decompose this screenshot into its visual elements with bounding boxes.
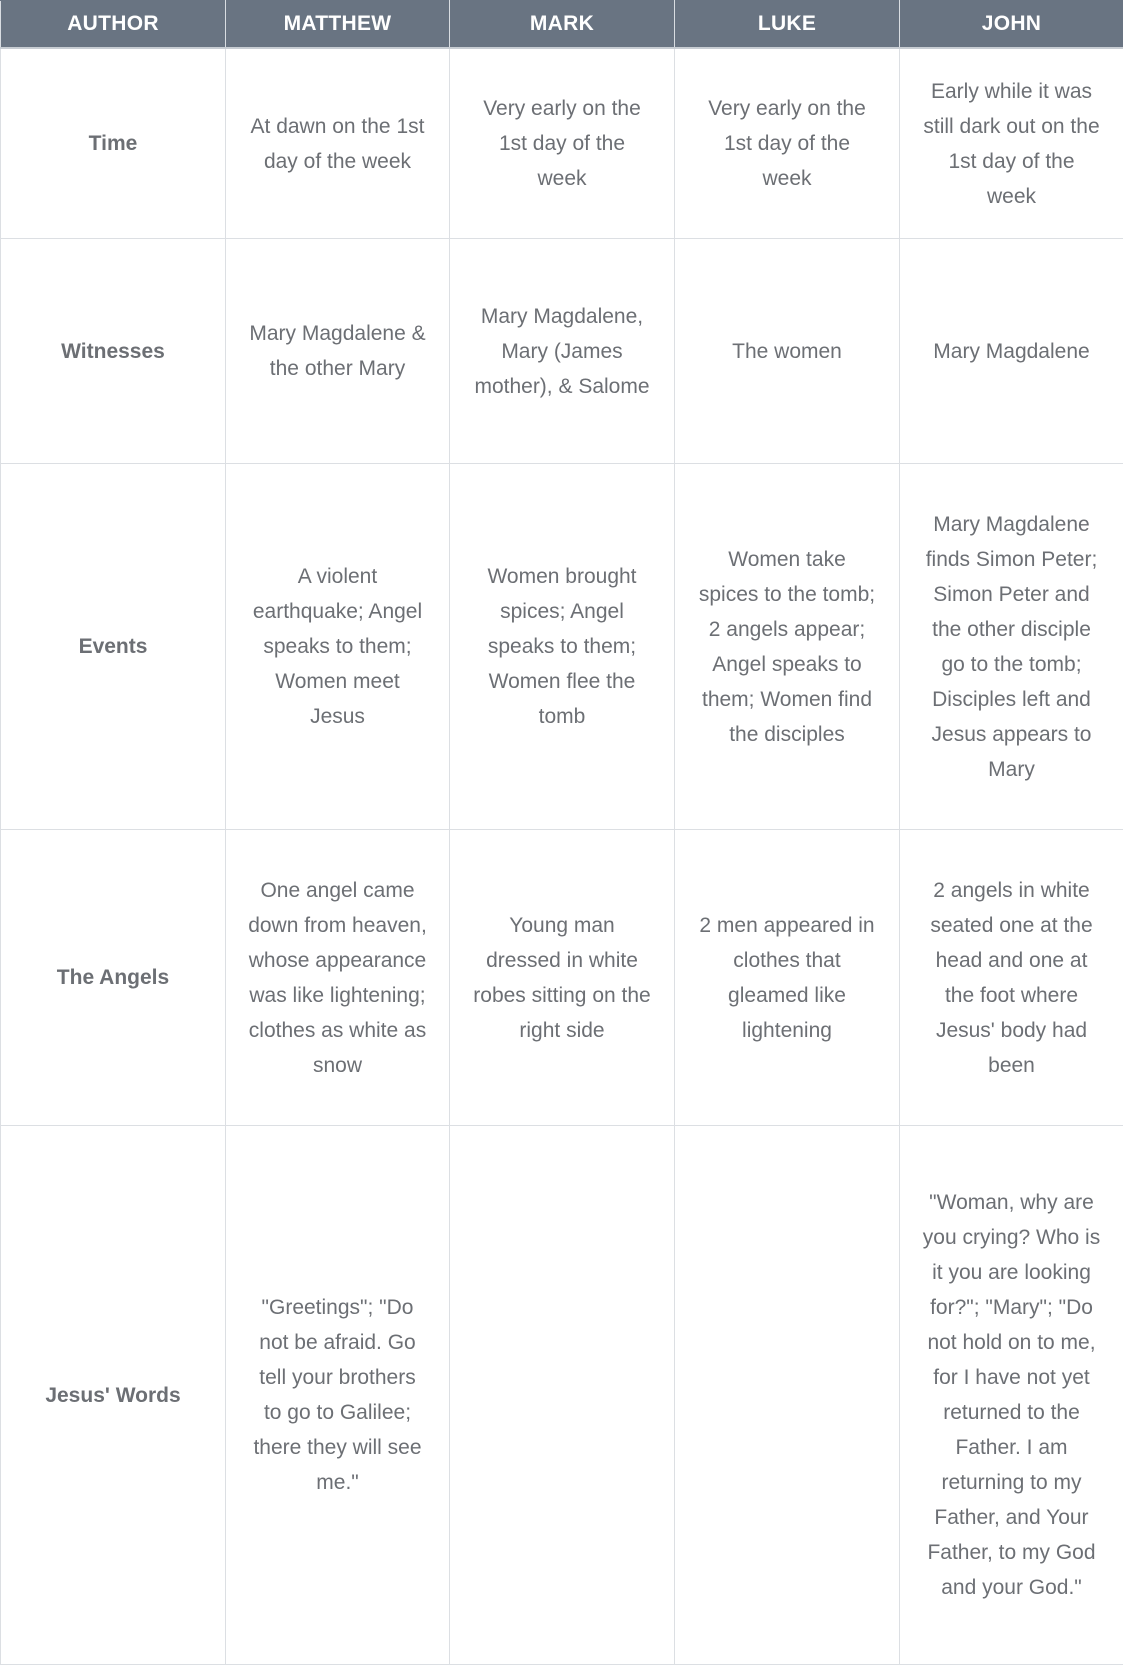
cell-luke-jesus-words <box>675 1126 900 1665</box>
cell-luke-witnesses: The women <box>675 239 900 464</box>
header-row <box>1 1 1123 49</box>
header-author: AUTHOR <box>1 1 226 49</box>
cell-luke-events: Women take spices to the tomb; 2 angels appear; Angel speaks to them; Women find the disciples <box>675 464 900 830</box>
row-label-witnesses: Witnesses <box>1 239 226 464</box>
header-matthew: MATTHEW <box>226 1 450 49</box>
header-mark: MARK <box>450 1 675 49</box>
cell-john-angels: 2 angels in white seated one at the head and one at the foot where Jesus' body had been <box>900 830 1123 1126</box>
cell-mark-time: Very early on the 1st day of the week <box>450 48 675 239</box>
cell-matthew-angels: One angel came down from heaven, whose appearance was like lightening; clothes as white as snow <box>226 830 450 1126</box>
cell-mark-angels: Young man dressed in white robes sitting on the right side <box>450 830 675 1126</box>
cell-luke-angels: 2 men appeared in clothes that gleamed like lightening <box>675 830 900 1126</box>
row-label-jesus-words: Jesus' Words <box>1 1126 226 1665</box>
cell-matthew-time: At dawn on the 1st day of the week <box>226 48 450 239</box>
cell-mark-events: Women brought spices; Angel speaks to them; Women flee the tomb <box>450 464 675 830</box>
table-header <box>1 1 1123 49</box>
cell-john-events: Mary Magdalene finds Simon Peter; Simon Peter and the other disciple go to the tomb; Disciples left and Jesus appears to Mary <box>900 464 1123 830</box>
header-john: JOHN <box>900 1 1123 49</box>
cell-john-jesus-words: "Woman, why are you crying? Who is it you are looking for?"; "Mary"; "Do not hold on to me, for I have not yet returned to the Father. I am returning to my Father, and Your Father, to my God and your God." <box>900 1126 1123 1665</box>
cell-john-time: Early while it was still dark out on the 1st day of the week <box>900 48 1123 239</box>
cell-matthew-events: A violent earthquake; Angel speaks to them; Women meet Jesus <box>226 464 450 830</box>
header-luke: LUKE <box>675 1 900 49</box>
cell-john-witnesses: Mary Magdalene <box>900 239 1123 464</box>
table-row-angels <box>1 830 1123 1126</box>
table-row-time <box>1 48 1123 239</box>
row-label-events: Events <box>1 464 226 830</box>
table-row-witnesses <box>1 239 1123 464</box>
cell-mark-jesus-words <box>450 1126 675 1665</box>
table-row-events <box>1 464 1123 830</box>
row-label-angels: The Angels <box>1 830 226 1126</box>
cell-mark-witnesses: Mary Magdalene, Mary (James mother), & Salome <box>450 239 675 464</box>
cell-luke-time: Very early on the 1st day of the week <box>675 48 900 239</box>
table-row-jesus-words <box>1 1126 1123 1665</box>
table-body <box>1 48 1123 1665</box>
cell-matthew-witnesses: Mary Magdalene & the other Mary <box>226 239 450 464</box>
cell-matthew-jesus-words: "Greetings"; "Do not be afraid. Go tell your brothers to go to Galilee; there they will see me." <box>226 1126 450 1665</box>
row-label-time: Time <box>1 48 226 239</box>
